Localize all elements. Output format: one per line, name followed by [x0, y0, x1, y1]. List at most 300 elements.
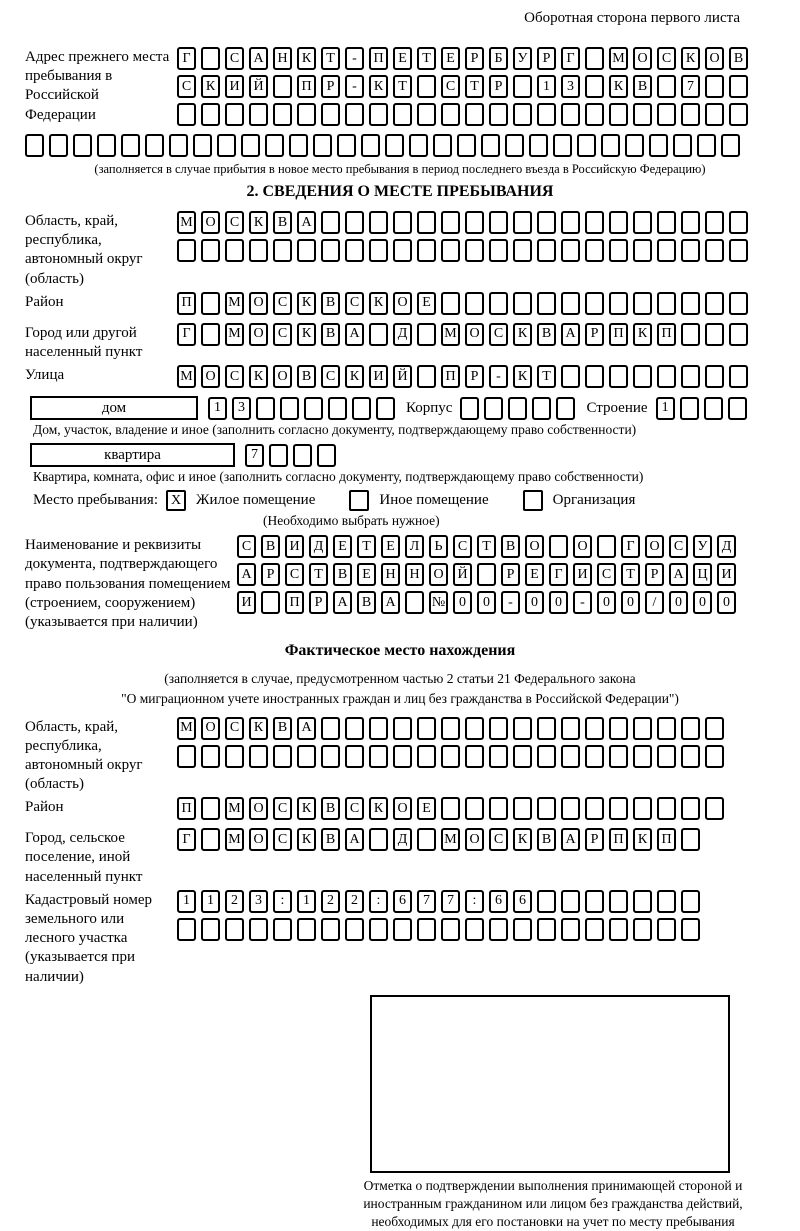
form-cell[interactable]: [73, 134, 92, 157]
form-cell[interactable]: А: [249, 47, 268, 70]
form-cell[interactable]: [465, 918, 484, 941]
form-cell[interactable]: М: [177, 211, 196, 234]
form-cell[interactable]: С: [345, 797, 364, 820]
form-cell[interactable]: [297, 239, 316, 262]
form-cell[interactable]: И: [237, 591, 256, 614]
form-cell[interactable]: [321, 918, 340, 941]
form-cell[interactable]: [441, 918, 460, 941]
form-cell[interactable]: М: [177, 365, 196, 388]
form-cell[interactable]: [273, 239, 292, 262]
form-cell[interactable]: [633, 365, 652, 388]
form-cell[interactable]: [417, 211, 436, 234]
form-cell[interactable]: А: [297, 717, 316, 740]
form-cell[interactable]: К: [681, 47, 700, 70]
form-cell[interactable]: 0: [669, 591, 688, 614]
form-cell[interactable]: Й: [393, 365, 412, 388]
form-cell[interactable]: [369, 828, 388, 851]
form-cell[interactable]: -: [489, 365, 508, 388]
form-cell[interactable]: [633, 745, 652, 768]
form-cell[interactable]: [345, 103, 364, 126]
form-cell[interactable]: Е: [357, 563, 376, 586]
form-cell[interactable]: 3: [249, 890, 268, 913]
form-cell[interactable]: [465, 211, 484, 234]
form-cell[interactable]: [49, 134, 68, 157]
form-cell[interactable]: К: [297, 47, 316, 70]
form-cell[interactable]: [513, 239, 532, 262]
form-cell[interactable]: [705, 239, 724, 262]
form-cell[interactable]: [145, 134, 164, 157]
form-cell[interactable]: [513, 918, 532, 941]
form-cell[interactable]: Д: [393, 323, 412, 346]
form-cell[interactable]: 6: [513, 890, 532, 913]
form-cell[interactable]: [25, 134, 44, 157]
form-cell[interactable]: [393, 918, 412, 941]
form-cell[interactable]: [657, 75, 676, 98]
form-cell[interactable]: [585, 918, 604, 941]
form-cell[interactable]: С: [273, 797, 292, 820]
form-cell[interactable]: [361, 134, 380, 157]
form-cell[interactable]: П: [609, 323, 628, 346]
form-cell[interactable]: К: [297, 828, 316, 851]
form-cell[interactable]: [657, 292, 676, 315]
form-cell[interactable]: С: [597, 563, 616, 586]
form-cell[interactable]: [465, 717, 484, 740]
form-cell[interactable]: [261, 591, 280, 614]
form-cell[interactable]: -: [345, 75, 364, 98]
form-cell[interactable]: 2: [225, 890, 244, 913]
form-cell[interactable]: [705, 323, 724, 346]
form-cell[interactable]: [729, 323, 748, 346]
form-cell[interactable]: [201, 239, 220, 262]
form-cell[interactable]: О: [645, 535, 664, 558]
form-cell[interactable]: С: [273, 292, 292, 315]
form-cell[interactable]: [729, 292, 748, 315]
form-cell[interactable]: [673, 134, 692, 157]
form-cell[interactable]: В: [273, 717, 292, 740]
form-cell[interactable]: [352, 397, 371, 420]
form-cell[interactable]: :: [273, 890, 292, 913]
form-cell[interactable]: Б: [489, 47, 508, 70]
form-cell[interactable]: [441, 239, 460, 262]
form-cell[interactable]: [193, 134, 212, 157]
form-cell[interactable]: [633, 918, 652, 941]
form-cell[interactable]: В: [321, 797, 340, 820]
form-cell[interactable]: О: [633, 47, 652, 70]
form-cell[interactable]: [585, 211, 604, 234]
form-cell[interactable]: [537, 211, 556, 234]
form-cell[interactable]: [609, 797, 628, 820]
form-cell[interactable]: [705, 717, 724, 740]
form-cell[interactable]: [561, 918, 580, 941]
form-cell[interactable]: П: [609, 828, 628, 851]
form-cell[interactable]: К: [249, 365, 268, 388]
form-cell[interactable]: [265, 134, 284, 157]
form-cell[interactable]: С: [225, 717, 244, 740]
form-cell[interactable]: М: [225, 292, 244, 315]
form-cell[interactable]: [609, 239, 628, 262]
form-cell[interactable]: [369, 239, 388, 262]
form-cell[interactable]: [249, 239, 268, 262]
form-cell[interactable]: Г: [177, 828, 196, 851]
form-cell[interactable]: Р: [261, 563, 280, 586]
form-cell[interactable]: [513, 103, 532, 126]
form-cell[interactable]: О: [249, 292, 268, 315]
form-cell[interactable]: 1: [201, 890, 220, 913]
form-cell[interactable]: [97, 134, 116, 157]
form-cell[interactable]: О: [465, 323, 484, 346]
form-cell[interactable]: С: [225, 211, 244, 234]
form-cell[interactable]: [256, 397, 275, 420]
form-cell[interactable]: 0: [477, 591, 496, 614]
form-cell[interactable]: [273, 103, 292, 126]
checkbox-residential[interactable]: X: [166, 490, 186, 511]
form-cell[interactable]: [609, 292, 628, 315]
form-cell[interactable]: Ц: [693, 563, 712, 586]
form-cell[interactable]: 1: [656, 397, 675, 420]
form-cell[interactable]: К: [513, 828, 532, 851]
form-cell[interactable]: [721, 134, 740, 157]
form-cell[interactable]: Е: [525, 563, 544, 586]
form-cell[interactable]: Т: [417, 47, 436, 70]
form-cell[interactable]: [705, 75, 724, 98]
form-cell[interactable]: Г: [549, 563, 568, 586]
form-cell[interactable]: -: [501, 591, 520, 614]
form-cell[interactable]: [657, 211, 676, 234]
form-cell[interactable]: [705, 797, 724, 820]
form-cell[interactable]: [465, 103, 484, 126]
form-cell[interactable]: [201, 323, 220, 346]
form-cell[interactable]: [513, 717, 532, 740]
form-cell[interactable]: О: [573, 535, 592, 558]
form-cell[interactable]: 7: [417, 890, 436, 913]
form-cell[interactable]: О: [525, 535, 544, 558]
form-cell[interactable]: И: [573, 563, 592, 586]
form-cell[interactable]: Р: [585, 323, 604, 346]
form-cell[interactable]: О: [249, 323, 268, 346]
form-cell[interactable]: 0: [453, 591, 472, 614]
form-cell[interactable]: А: [561, 828, 580, 851]
form-cell[interactable]: [417, 103, 436, 126]
form-cell[interactable]: [537, 717, 556, 740]
form-cell[interactable]: [585, 890, 604, 913]
form-cell[interactable]: [537, 797, 556, 820]
form-cell[interactable]: Г: [621, 535, 640, 558]
form-cell[interactable]: 3: [561, 75, 580, 98]
form-cell[interactable]: [405, 591, 424, 614]
form-cell[interactable]: [537, 890, 556, 913]
form-cell[interactable]: 0: [621, 591, 640, 614]
form-cell[interactable]: [681, 918, 700, 941]
form-cell[interactable]: [585, 797, 604, 820]
form-cell[interactable]: О: [273, 365, 292, 388]
form-cell[interactable]: [556, 397, 575, 420]
form-cell[interactable]: [369, 211, 388, 234]
form-cell[interactable]: [217, 134, 236, 157]
form-cell[interactable]: В: [333, 563, 352, 586]
form-cell[interactable]: К: [633, 323, 652, 346]
checkbox-organization[interactable]: [523, 490, 543, 511]
form-cell[interactable]: [529, 134, 548, 157]
form-cell[interactable]: 7: [245, 444, 264, 467]
form-cell[interactable]: [585, 745, 604, 768]
form-cell[interactable]: О: [249, 828, 268, 851]
form-cell[interactable]: [681, 745, 700, 768]
form-cell[interactable]: /: [645, 591, 664, 614]
form-cell[interactable]: У: [693, 535, 712, 558]
form-cell[interactable]: [121, 134, 140, 157]
form-cell[interactable]: [657, 890, 676, 913]
form-cell[interactable]: [201, 828, 220, 851]
form-cell[interactable]: [681, 239, 700, 262]
form-cell[interactable]: [680, 397, 699, 420]
form-cell[interactable]: [601, 134, 620, 157]
form-cell[interactable]: [297, 103, 316, 126]
form-cell[interactable]: [705, 103, 724, 126]
form-cell[interactable]: [273, 918, 292, 941]
form-cell[interactable]: [321, 103, 340, 126]
form-cell[interactable]: [201, 797, 220, 820]
form-cell[interactable]: [561, 103, 580, 126]
form-cell[interactable]: 7: [681, 75, 700, 98]
form-cell[interactable]: [657, 103, 676, 126]
form-cell[interactable]: Е: [381, 535, 400, 558]
form-cell[interactable]: [585, 75, 604, 98]
form-cell[interactable]: 1: [537, 75, 556, 98]
form-cell[interactable]: [549, 535, 568, 558]
form-cell[interactable]: О: [393, 797, 412, 820]
form-cell[interactable]: [321, 717, 340, 740]
form-cell[interactable]: Р: [465, 365, 484, 388]
form-cell[interactable]: [249, 918, 268, 941]
form-cell[interactable]: Т: [621, 563, 640, 586]
form-cell[interactable]: В: [537, 828, 556, 851]
form-cell[interactable]: [477, 563, 496, 586]
form-cell[interactable]: К: [609, 75, 628, 98]
form-cell[interactable]: [729, 103, 748, 126]
form-cell[interactable]: [609, 365, 628, 388]
form-cell[interactable]: [585, 365, 604, 388]
form-cell[interactable]: [657, 365, 676, 388]
form-cell[interactable]: [561, 717, 580, 740]
form-cell[interactable]: [657, 239, 676, 262]
form-cell[interactable]: [585, 717, 604, 740]
form-cell[interactable]: [729, 365, 748, 388]
form-cell[interactable]: [729, 239, 748, 262]
form-cell[interactable]: [317, 444, 336, 467]
checkbox-other-premises[interactable]: [349, 490, 369, 511]
form-cell[interactable]: [681, 890, 700, 913]
form-cell[interactable]: [681, 828, 700, 851]
form-cell[interactable]: А: [561, 323, 580, 346]
form-cell[interactable]: [385, 134, 404, 157]
form-cell[interactable]: [705, 292, 724, 315]
form-cell[interactable]: С: [345, 292, 364, 315]
form-cell[interactable]: В: [633, 75, 652, 98]
form-cell[interactable]: Д: [393, 828, 412, 851]
form-cell[interactable]: Д: [309, 535, 328, 558]
form-cell[interactable]: К: [369, 797, 388, 820]
form-cell[interactable]: С: [321, 365, 340, 388]
form-cell[interactable]: [441, 103, 460, 126]
form-cell[interactable]: С: [177, 75, 196, 98]
form-cell[interactable]: Д: [717, 535, 736, 558]
form-cell[interactable]: [273, 745, 292, 768]
form-cell[interactable]: [489, 103, 508, 126]
form-cell[interactable]: 7: [441, 890, 460, 913]
form-cell[interactable]: Т: [393, 75, 412, 98]
form-cell[interactable]: Р: [321, 75, 340, 98]
form-cell[interactable]: Г: [177, 323, 196, 346]
form-cell[interactable]: [225, 745, 244, 768]
form-cell[interactable]: [729, 211, 748, 234]
form-cell[interactable]: 6: [489, 890, 508, 913]
form-cell[interactable]: [625, 134, 644, 157]
form-cell[interactable]: В: [273, 211, 292, 234]
form-cell[interactable]: [597, 535, 616, 558]
form-cell[interactable]: [417, 918, 436, 941]
form-cell[interactable]: Е: [441, 47, 460, 70]
form-cell[interactable]: Н: [273, 47, 292, 70]
form-cell[interactable]: Н: [405, 563, 424, 586]
form-cell[interactable]: [177, 918, 196, 941]
apartment-type-box[interactable]: квартира: [30, 443, 235, 467]
form-cell[interactable]: О: [465, 828, 484, 851]
form-cell[interactable]: [681, 797, 700, 820]
form-cell[interactable]: [633, 717, 652, 740]
form-cell[interactable]: [489, 918, 508, 941]
form-cell[interactable]: [409, 134, 428, 157]
form-cell[interactable]: Т: [321, 47, 340, 70]
form-cell[interactable]: [345, 211, 364, 234]
form-cell[interactable]: [484, 397, 503, 420]
form-cell[interactable]: [441, 717, 460, 740]
form-cell[interactable]: О: [393, 292, 412, 315]
form-cell[interactable]: [249, 103, 268, 126]
form-cell[interactable]: О: [705, 47, 724, 70]
form-cell[interactable]: [489, 717, 508, 740]
form-cell[interactable]: [293, 444, 312, 467]
form-cell[interactable]: 0: [597, 591, 616, 614]
form-cell[interactable]: И: [225, 75, 244, 98]
form-cell[interactable]: П: [177, 292, 196, 315]
form-cell[interactable]: [457, 134, 476, 157]
form-cell[interactable]: О: [429, 563, 448, 586]
form-cell[interactable]: [345, 717, 364, 740]
form-cell[interactable]: П: [297, 75, 316, 98]
form-cell[interactable]: К: [513, 365, 532, 388]
form-cell[interactable]: А: [381, 591, 400, 614]
form-cell[interactable]: [489, 211, 508, 234]
form-cell[interactable]: [553, 134, 572, 157]
form-cell[interactable]: [729, 75, 748, 98]
form-cell[interactable]: [681, 211, 700, 234]
form-cell[interactable]: [417, 323, 436, 346]
form-cell[interactable]: [321, 745, 340, 768]
form-cell[interactable]: [417, 745, 436, 768]
form-cell[interactable]: [241, 134, 260, 157]
form-cell[interactable]: [345, 745, 364, 768]
form-cell[interactable]: [705, 211, 724, 234]
form-cell[interactable]: -: [573, 591, 592, 614]
form-cell[interactable]: М: [441, 828, 460, 851]
house-type-box[interactable]: дом: [30, 396, 198, 420]
form-cell[interactable]: [537, 292, 556, 315]
form-cell[interactable]: [321, 211, 340, 234]
form-cell[interactable]: И: [285, 535, 304, 558]
form-cell[interactable]: В: [537, 323, 556, 346]
form-cell[interactable]: М: [225, 797, 244, 820]
form-cell[interactable]: 0: [549, 591, 568, 614]
form-cell[interactable]: К: [633, 828, 652, 851]
form-cell[interactable]: [225, 103, 244, 126]
form-cell[interactable]: [369, 918, 388, 941]
form-cell[interactable]: [321, 239, 340, 262]
form-cell[interactable]: [537, 239, 556, 262]
form-cell[interactable]: [249, 745, 268, 768]
form-cell[interactable]: А: [669, 563, 688, 586]
form-cell[interactable]: К: [249, 211, 268, 234]
form-cell[interactable]: [328, 397, 347, 420]
form-cell[interactable]: Р: [645, 563, 664, 586]
form-cell[interactable]: [393, 103, 412, 126]
form-cell[interactable]: [585, 47, 604, 70]
form-cell[interactable]: С: [669, 535, 688, 558]
form-cell[interactable]: [585, 239, 604, 262]
form-cell[interactable]: [201, 292, 220, 315]
form-cell[interactable]: [505, 134, 524, 157]
form-cell[interactable]: [393, 239, 412, 262]
form-cell[interactable]: П: [441, 365, 460, 388]
form-cell[interactable]: Р: [537, 47, 556, 70]
form-cell[interactable]: [417, 828, 436, 851]
form-cell[interactable]: [649, 134, 668, 157]
form-cell[interactable]: :: [465, 890, 484, 913]
form-cell[interactable]: С: [453, 535, 472, 558]
form-cell[interactable]: С: [273, 828, 292, 851]
form-cell[interactable]: Т: [537, 365, 556, 388]
form-cell[interactable]: А: [333, 591, 352, 614]
form-cell[interactable]: [633, 890, 652, 913]
form-cell[interactable]: [681, 717, 700, 740]
form-cell[interactable]: [337, 134, 356, 157]
form-cell[interactable]: [269, 444, 288, 467]
form-cell[interactable]: [433, 134, 452, 157]
form-cell[interactable]: Ь: [429, 535, 448, 558]
form-cell[interactable]: [705, 365, 724, 388]
form-cell[interactable]: [585, 103, 604, 126]
form-cell[interactable]: [177, 239, 196, 262]
form-cell[interactable]: Е: [417, 292, 436, 315]
form-cell[interactable]: [633, 239, 652, 262]
form-cell[interactable]: [561, 211, 580, 234]
form-cell[interactable]: [561, 890, 580, 913]
form-cell[interactable]: [561, 797, 580, 820]
form-cell[interactable]: Т: [357, 535, 376, 558]
form-cell[interactable]: [273, 75, 292, 98]
form-cell[interactable]: К: [513, 323, 532, 346]
form-cell[interactable]: С: [489, 828, 508, 851]
form-cell[interactable]: [441, 292, 460, 315]
form-cell[interactable]: С: [489, 323, 508, 346]
form-cell[interactable]: [369, 745, 388, 768]
form-cell[interactable]: П: [657, 828, 676, 851]
form-cell[interactable]: Г: [561, 47, 580, 70]
form-cell[interactable]: [460, 397, 479, 420]
form-cell[interactable]: Е: [333, 535, 352, 558]
form-cell[interactable]: А: [345, 828, 364, 851]
form-cell[interactable]: Г: [177, 47, 196, 70]
form-cell[interactable]: [177, 103, 196, 126]
